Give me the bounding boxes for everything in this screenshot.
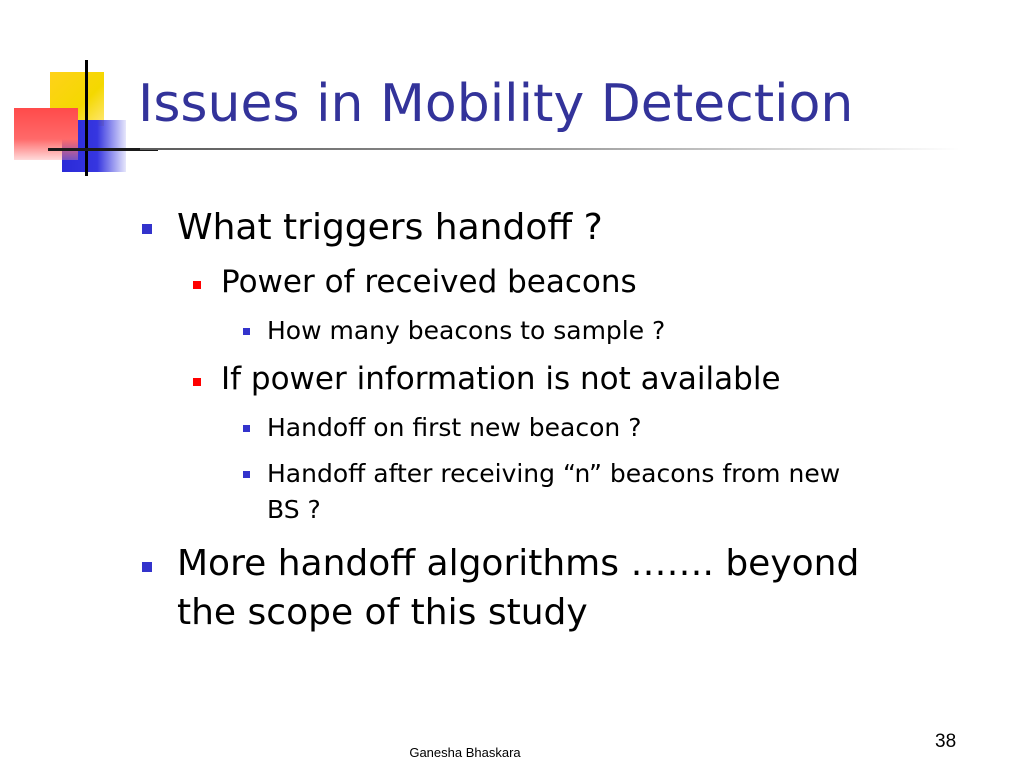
bullet-item-continuation: BS ?: [267, 495, 321, 524]
footer-author: Ganesha Bhaskara: [409, 745, 521, 760]
bullet-marker: [243, 328, 250, 335]
bullet-item-continuation: the scope of this study: [177, 592, 588, 633]
bullet-marker: [142, 562, 152, 572]
bullet-marker: [142, 224, 152, 234]
slide-title: Issues in Mobility Detection: [138, 74, 854, 134]
bullet-item: Power of received beacons: [221, 264, 637, 300]
red-square-decoration: [14, 108, 78, 160]
bullet-marker: [243, 471, 250, 478]
bullet-item: Handoff on first new beacon ?: [267, 413, 642, 442]
bullet-marker: [193, 378, 201, 386]
bullet-item: What triggers handoff ?: [177, 207, 603, 248]
decorative-logo: [0, 0, 150, 185]
bullet-marker: [193, 281, 201, 289]
bullet-marker: [243, 425, 250, 432]
page-number: 38: [935, 731, 957, 752]
vertical-rule-decoration: [85, 60, 88, 176]
title-underline: [140, 148, 960, 150]
bullet-item: How many beacons to sample ?: [267, 316, 666, 345]
bullet-item: Handoff after receiving “n” beacons from new: [267, 459, 841, 488]
bullet-item: More handoff algorithms ……. beyond: [177, 543, 860, 584]
bullet-item: If power information is not available: [221, 361, 781, 397]
